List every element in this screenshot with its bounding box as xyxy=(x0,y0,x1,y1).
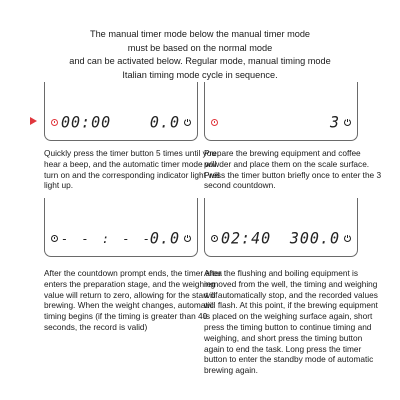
step-4-description xyxy=(204,268,378,376)
description-line: button to enter the standby mode of automatic xyxy=(204,354,374,365)
scale-display-step-4 xyxy=(204,198,358,257)
description-line: is placed on the weighing surface again, short xyxy=(204,311,373,322)
timer-readout: 02:40 xyxy=(221,228,272,248)
weight-readout: 300.0 xyxy=(289,228,340,248)
intro-line: and can be activated below. Regular mode, manual timing mode xyxy=(69,56,331,66)
description-line: press the timing button to continue timing and xyxy=(204,321,372,332)
timer-readout: - - : - - xyxy=(61,231,154,247)
description-line: powder and place them on the scale surface. xyxy=(204,158,370,169)
scale-display-step-3 xyxy=(44,198,198,257)
description-line: timing begins (if the timing is greater than 40 xyxy=(44,311,208,322)
description-line: After the flushing and boiling equipment is xyxy=(204,268,359,278)
scale-display-step-1 xyxy=(44,82,198,141)
description-line: enters the preparation stage, and the weighing xyxy=(44,278,216,289)
power-icon xyxy=(344,119,351,126)
countdown-readout: 3 xyxy=(329,112,340,132)
step-3-description xyxy=(44,268,223,333)
description-line: removed from the well, the timing and weighing xyxy=(204,278,378,289)
description-line: again to end the task. Long press the timer xyxy=(204,343,362,354)
timer-icon xyxy=(211,119,218,126)
timer-readout: 00:00 xyxy=(61,112,112,132)
description-line: Prepare the brewing equipment and coffee xyxy=(204,148,361,158)
timer-icon xyxy=(211,235,218,242)
description-line: seconds, the record is valid) xyxy=(44,321,148,332)
description-line: brewing again. xyxy=(204,365,258,376)
description-line: turn on and the corresponding indicator light will xyxy=(44,169,220,180)
red-arrow-icon xyxy=(30,117,37,125)
description-line: light up. xyxy=(44,180,74,191)
timer-icon xyxy=(51,119,58,126)
intro-line: Italian timing mode cycle in sequence. xyxy=(122,69,278,80)
scale-display-step-2 xyxy=(204,82,358,141)
description-line: weighing, and short press the timing button xyxy=(204,332,363,343)
description-line: will flash. At this point, if the brewing equipment xyxy=(204,300,378,311)
step-2-description xyxy=(204,148,382,191)
description-line: value will return to zero, allowing for the start of xyxy=(44,289,218,300)
weight-readout: 0.0 xyxy=(149,228,180,248)
power-icon xyxy=(184,235,191,242)
description-line: will automatically stop, and the recorded values xyxy=(204,289,378,300)
intro-line: must be based on the normal mode xyxy=(127,42,273,53)
description-line: brewing. When the weight changes, automatic xyxy=(44,300,214,311)
power-icon xyxy=(184,119,191,126)
timer-icon xyxy=(51,235,58,242)
step-1-description xyxy=(44,148,220,191)
description-line: Quickly press the timer button 5 times until you xyxy=(44,148,217,158)
description-line: hear a beep, and the automatic timer mode will xyxy=(44,158,217,169)
description-line: After the countdown prompt ends, the timer area xyxy=(44,268,223,278)
power-icon xyxy=(344,235,351,242)
description-line: second countdown. xyxy=(204,180,276,191)
intro-text xyxy=(0,28,400,82)
description-line: Press the timer button briefly once to enter the 3 xyxy=(204,169,382,180)
weight-readout: 0.0 xyxy=(149,112,180,132)
intro-line: The manual timer mode below the manual timer mode xyxy=(89,29,311,39)
